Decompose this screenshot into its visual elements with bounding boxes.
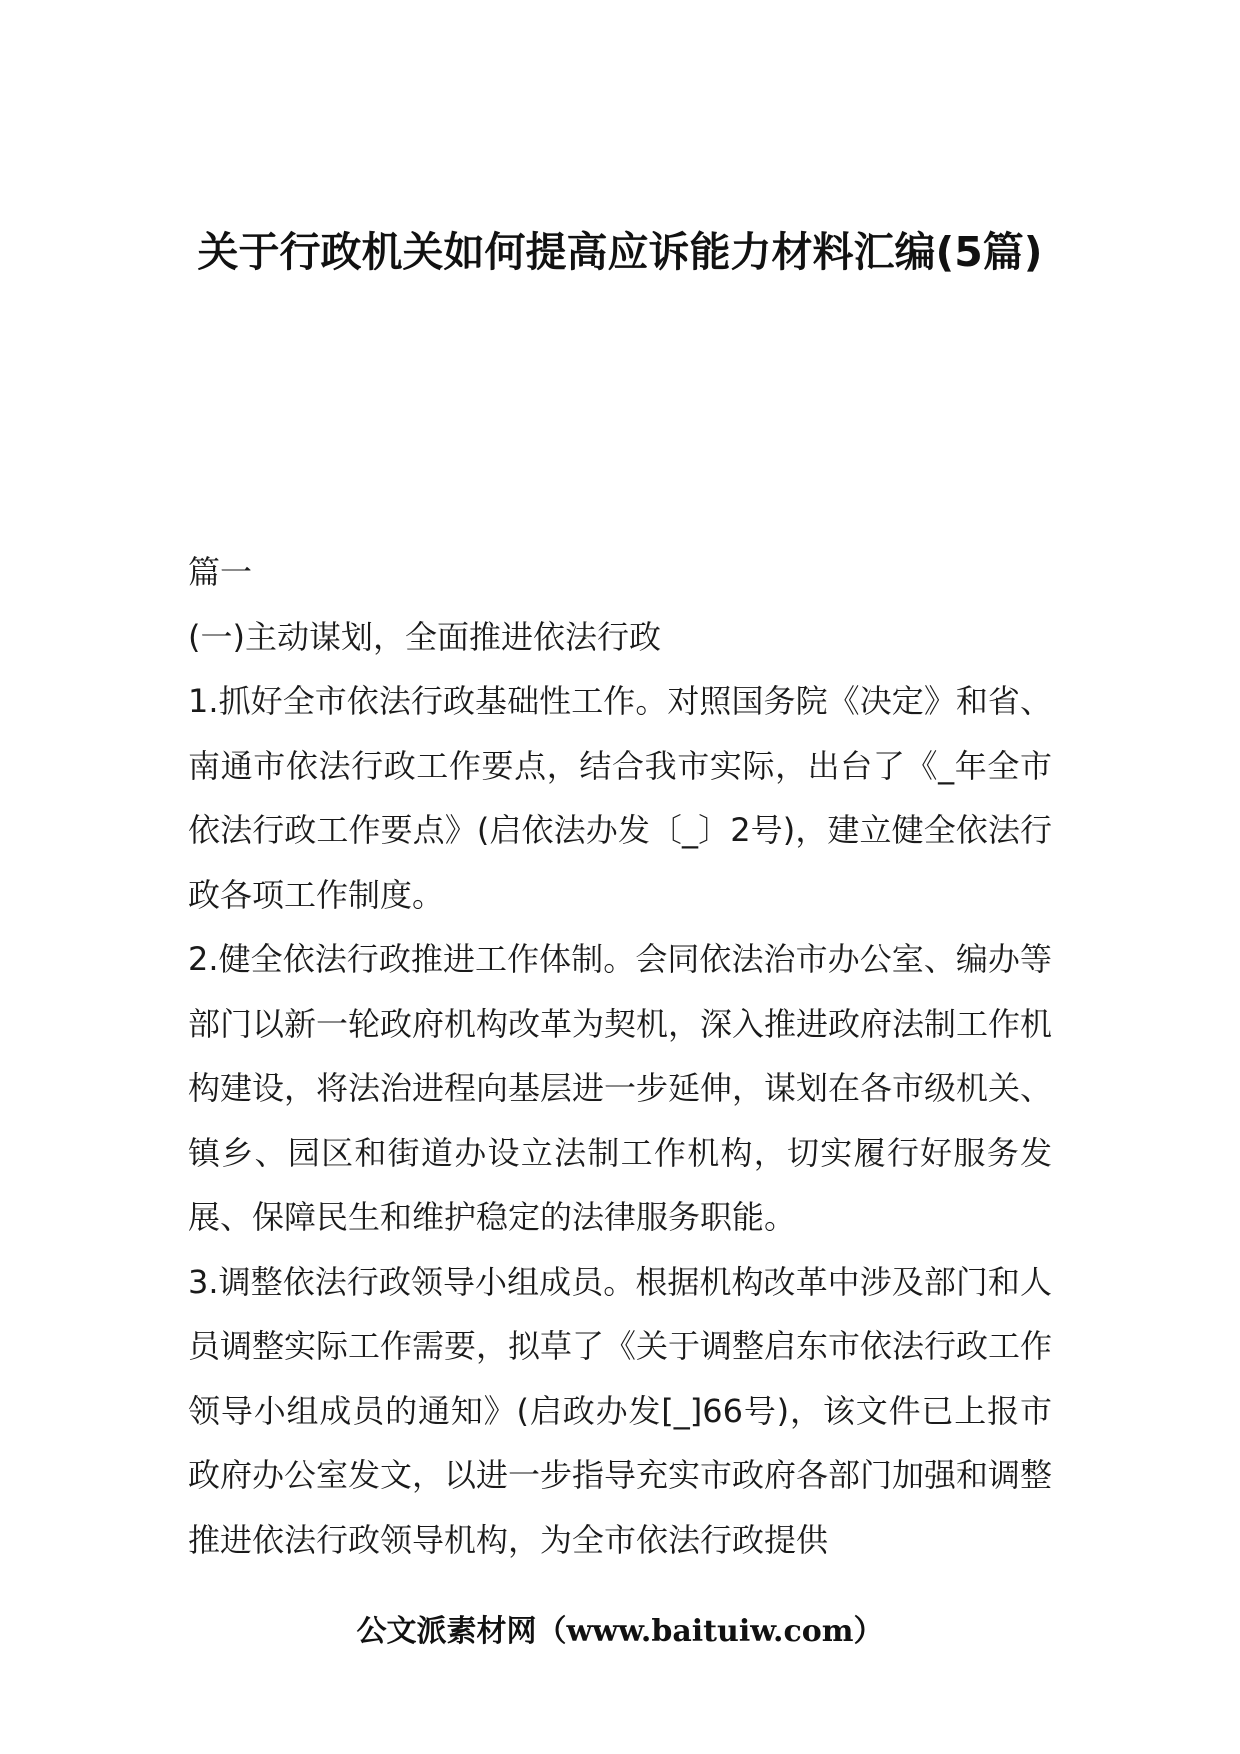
paragraph-3: 3.调整依法行政领导小组成员。根据机构改革中涉及部门和人员调整实际工作需要，拟草了《关于调整启东市依法行政工作领导小组成员的通知》(启政办发[_]66号)，该文件已上报市政府办公室发文，以进一步指导充实市政府各部门加强和调整推进依法行政领导机构，为全市依法行政提供 [188,1262,1053,1559]
document-body [188,540,1052,1572]
subheading: (一)主动谋划，全面推进依法行政 [188,617,661,656]
document-title: 关于行政机关如何提高应诉能力材料汇编(5篇) [197,228,1043,276]
paragraph-2: 2.健全依法行政推进工作体制。会同依法治市办公室、编办等部门以新一轮政府机构改革为契机，深入推进政府法制工作机构建设，将法治进程向基层进一步延伸，谋划在各市级机关、镇乡、园区和街道办设立法制工作机构，切实履行好服务发展、保障民生和维护稳定的法律服务职能。 [188,940,1053,1236]
paragraph-1: 1.抓好全市依法行政基础性工作。对照国务院《决定》和省、南通市依法行政工作要点，结合我市实际，出台了《_年全市依法行政工作要点》(启依法办发〔_〕2号)，建立健全依法行政各项工作制度。 [188,682,1052,914]
footer-watermark: 公文派素材网（www.baituiw.com） [356,1614,884,1649]
section-heading: 篇一 [188,553,253,591]
